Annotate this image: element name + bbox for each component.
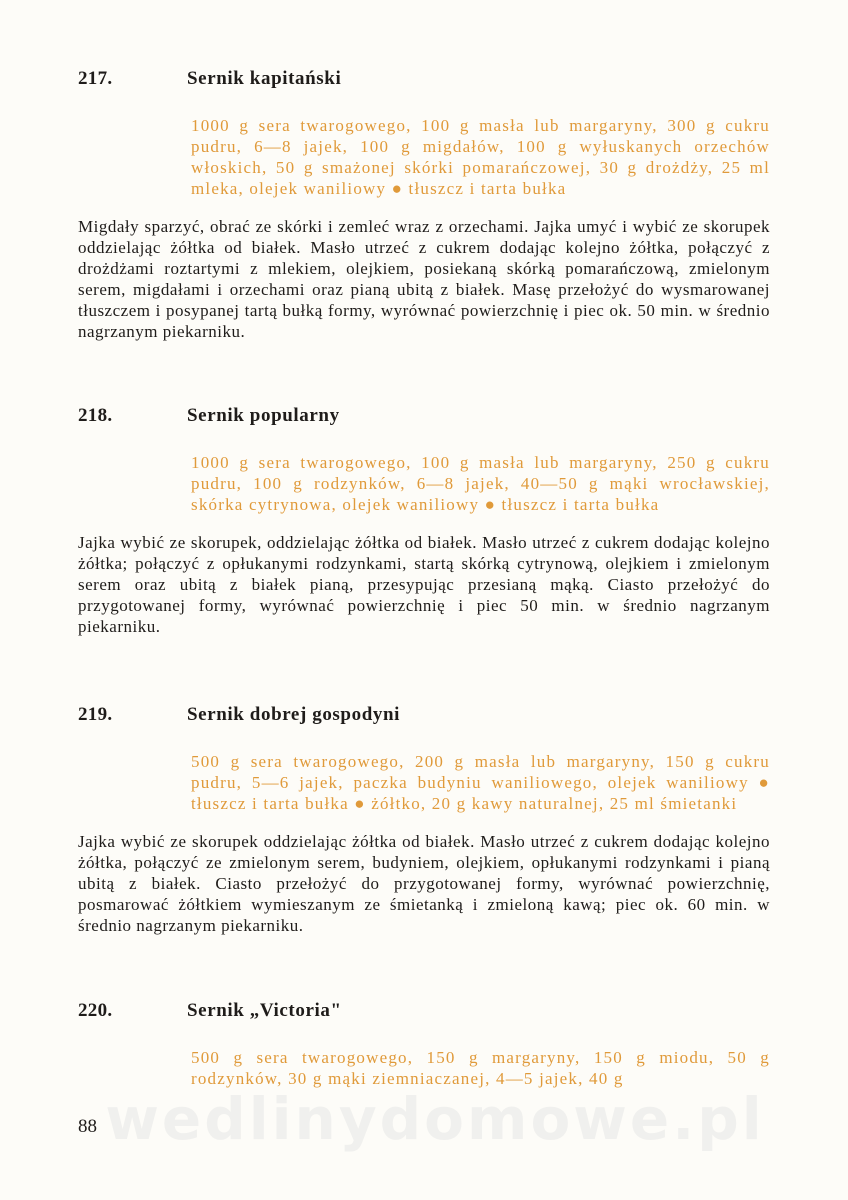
watermark: wedlinydomowe.pl: [105, 1085, 765, 1153]
recipe-header: [78, 405, 770, 429]
recipe-method: Jajka wybić ze skorupek oddzielając żółtka od białek. Masło utrzeć z cukrem dodając kolejno żółtka, połączyć ze zmielonym serem, budyniem, olejkiem, opłukanymi rodzynkami i pianą ubitą z białek. Ciasto przełożyć do przygotowanej formy, wyrównać powierzchnię, posmarować żółtkiem wymieszanym ze śmietanką i zmieloną kawą; piec ok. 60 min. w średnio nagrzanym piekarniku.: [78, 832, 770, 935]
recipe-number: 218.: [78, 405, 113, 426]
recipe-ingredients: 500 g sera twarogowego, 150 g margaryny, 150 g miodu, 50 g rodzynków, 30 g mąki ziemniaczanej, 4—5 jajek, 40 g: [191, 1048, 770, 1088]
recipe-217: [78, 68, 770, 342]
recipe-number: 219.: [78, 704, 113, 725]
recipe-219: [78, 704, 770, 936]
recipe-header: [78, 68, 770, 92]
recipe-title: Sernik dobrej gospodyni: [187, 704, 401, 725]
recipe-number: 220.: [78, 1000, 113, 1021]
recipe-number: 217.: [78, 68, 113, 89]
recipe-title: Sernik kapitański: [187, 68, 342, 89]
recipe-method: Migdały sparzyć, obrać ze skórki i zemleć wraz z orzechami. Jajka umyć i wybić ze skorupek oddzielając żółtka od białek. Masło utrzeć z cukrem dodając kolejno żółtka, połączyć z drożdżami roztartymi z mlekiem, olejkiem, posiekaną skórką pomarańczową, zmielonym serem, migdałami i orzechami oraz pianą ubitą z białek. Masę przełożyć do wysmarowanej tłuszczem i posypanej tartą bułką formy, wyrównać powierzchnię i piec ok. 50 min. w średnio nagrzanym piekarniku.: [78, 217, 770, 341]
recipe-header: [78, 1000, 770, 1024]
recipe-220: [78, 1000, 770, 1089]
recipe-header: [78, 704, 770, 728]
recipe-ingredients: 1000 g sera twarogowego, 100 g masła lub margaryny, 250 g cukru pudru, 100 g rodzynków, 6—8 jajek, 40—50 g mąki wrocławskiej, skórka cytrynowa, olejek waniliowy ● tłuszcz i tarta bułka: [191, 453, 770, 514]
recipe-ingredients: 1000 g sera twarogowego, 100 g masła lub margaryny, 300 g cukru pudru, 6—8 jajek, 100 g migdałów, 100 g wyłuskanych orzechów włoskich, 50 g smażonej skórki pomarańczowej, 30 g drożdży, 25 ml mleka, olejek waniliowy ● tłuszcz i tarta bułka: [191, 116, 770, 198]
page-number: 88: [78, 1116, 97, 1137]
recipe-title: Sernik „Victoria": [187, 1000, 342, 1021]
recipe-218: [78, 405, 770, 637]
recipe-ingredients: 500 g sera twarogowego, 200 g masła lub margaryny, 150 g cukru pudru, 5—6 jajek, paczka budyniu waniliowego, olejek waniliowy ● tłuszcz i tarta bułka ● żółtko, 20 g kawy naturalnej, 25 ml śmietanki: [191, 752, 770, 813]
recipe-title: Sernik popularny: [187, 405, 340, 426]
recipe-method: Jajka wybić ze skorupek, oddzielając żółtka od białek. Masło utrzeć z cukrem dodając kolejno żółtka; połączyć z opłukanymi rodzynkami, startą skórką cytrynową, olejkiem i zmielonym serem oraz ubitą z białek pianą, przesypując przesianą mąką. Ciasto przełożyć do przygotowanej formy, wyrównać powierzchnię i piec 50 min. w średnio nagrzanym piekarniku.: [78, 533, 770, 636]
